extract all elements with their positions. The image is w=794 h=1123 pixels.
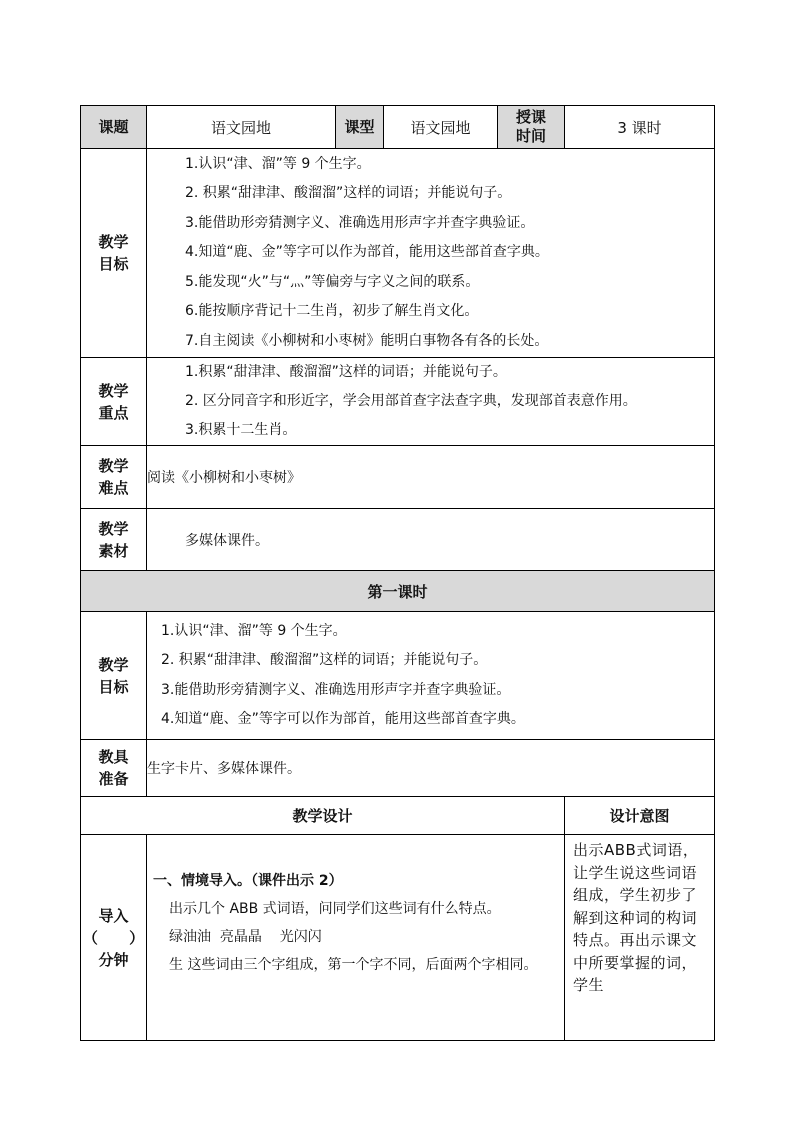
goals-label-line-2: 目标: [98, 255, 129, 273]
intro-line: 出示几个 ABB 式词语，问同学们这些词有什么特点。: [169, 901, 501, 917]
time-label-line-1: 授课: [515, 108, 546, 126]
materials-text: 多媒体课件。: [147, 509, 715, 571]
goal-item: 2. 积累“甜津津、酸溜溜”这样的词语；并能说句子。: [185, 185, 512, 202]
first-lesson-goals-content: [147, 612, 715, 740]
key-points-row: [81, 358, 715, 446]
first-lesson-goals-label-line-2: 目标: [98, 677, 129, 696]
difficulties-text: 阅读《小柳树和小枣树》: [147, 446, 715, 509]
type-value: 语文园地: [384, 106, 498, 149]
time-label: [498, 106, 565, 149]
intent-text: 出示ABB式词语，让学生说这些词语组成，学生初步了解到这种词的构词特点。再出示课文中所要掌握的词，学生: [565, 835, 715, 1041]
goals-label-line-1: 教学: [98, 233, 129, 251]
intro-section-title: 一、情境导入。（课件出示 2）: [153, 873, 343, 889]
intro-row: [81, 835, 715, 1041]
key-point-item: 1.积累“甜津津、酸溜溜”这样的词语；并能说句子。: [185, 364, 507, 380]
goals-row: [81, 149, 715, 358]
first-lesson-goal-item: 1.认识“津、溜”等 9 个生字。: [161, 622, 347, 639]
tools-label-line-1: 教具: [98, 748, 129, 766]
goal-item: 6.能按顺序背记十二生肖，初步了解生肖文化。: [185, 303, 479, 320]
difficulties-row: [81, 446, 715, 509]
first-lesson-goal-item: 3.能借助形旁猜测字义、准确选用形声字并查字典验证。: [161, 681, 511, 698]
goals-content: [147, 149, 715, 358]
intro-label-line-1: 导入: [98, 906, 129, 925]
tools-label: [81, 740, 147, 797]
intro-line: 生 这些词由三个字组成，第一个字不同，后面两个字相同。: [169, 957, 538, 973]
header-row: [81, 106, 715, 149]
difficulties-label-line-2: 难点: [98, 479, 129, 497]
first-lesson-goals-label-line-1: 教学: [98, 655, 129, 674]
time-label-line-2: 时间: [515, 127, 546, 145]
goal-item: 5.能发现“火”与“灬”等偏旁与字义之间的联系。: [185, 273, 480, 290]
goal-item: 3.能借助形旁猜测字义、准确选用形声字并查字典验证。: [185, 214, 535, 231]
key-points-label: [81, 358, 147, 446]
first-lesson-goals-row: [81, 612, 715, 740]
first-lesson-goal-item: 2. 积累“甜津津、酸溜溜”这样的词语；并能说句子。: [161, 652, 488, 668]
key-point-item: 2. 区分同音字和形近字，学会用部首查字法查字典，发现部首表意作用。: [185, 393, 637, 409]
intro-line: 绿油油 亮晶晶 光闪闪: [169, 929, 322, 945]
first-lesson-goals-label: [81, 612, 147, 740]
key-points-label-line-1: 教学: [98, 381, 129, 400]
goal-item: 7.自主阅读《小柳树和小枣树》能明白事物各有各的长处。: [185, 332, 549, 349]
intro-content: [147, 835, 565, 1041]
type-label: 课型: [336, 106, 384, 149]
key-points-label-line-2: 重点: [98, 403, 129, 422]
tools-label-line-2: 准备: [98, 770, 129, 788]
goal-item: 1.认识“津、溜”等 9 个生字。: [185, 155, 371, 172]
key-points-content: [147, 358, 715, 446]
intro-label: [81, 835, 147, 1041]
lesson-plan-table: [80, 105, 715, 1041]
materials-label-line-1: 教学: [98, 519, 129, 538]
intent-header: 设计意图: [565, 797, 715, 835]
goals-label: [81, 149, 147, 358]
tools-row: [81, 740, 715, 797]
intro-label-line-2: （ ）: [82, 928, 145, 947]
key-point-item: 3.积累十二生肖。: [185, 422, 297, 438]
materials-label-line-2: 素材: [98, 541, 129, 560]
topic-label: 课题: [81, 106, 147, 149]
goal-item: 4.知道“鹿、金”等字可以作为部首，能用这些部首查字典。: [185, 244, 549, 261]
design-header: 教学设计: [81, 797, 565, 835]
first-lesson-title: 第一课时: [81, 571, 715, 612]
time-value: 3 课时: [565, 106, 715, 149]
tools-text: 生字卡片、多媒体课件。: [147, 740, 715, 797]
materials-row: [81, 509, 715, 571]
design-header-row: [81, 797, 715, 835]
difficulties-label: [81, 446, 147, 509]
topic-value: 语文园地: [147, 106, 336, 149]
first-lesson-banner: [81, 571, 715, 612]
difficulties-label-line-1: 教学: [98, 457, 129, 475]
intro-label-line-3: 分钟: [98, 950, 129, 969]
materials-label: [81, 509, 147, 571]
first-lesson-goal-item: 4.知道“鹿、金”等字可以作为部首，能用这些部首查字典。: [161, 711, 525, 727]
